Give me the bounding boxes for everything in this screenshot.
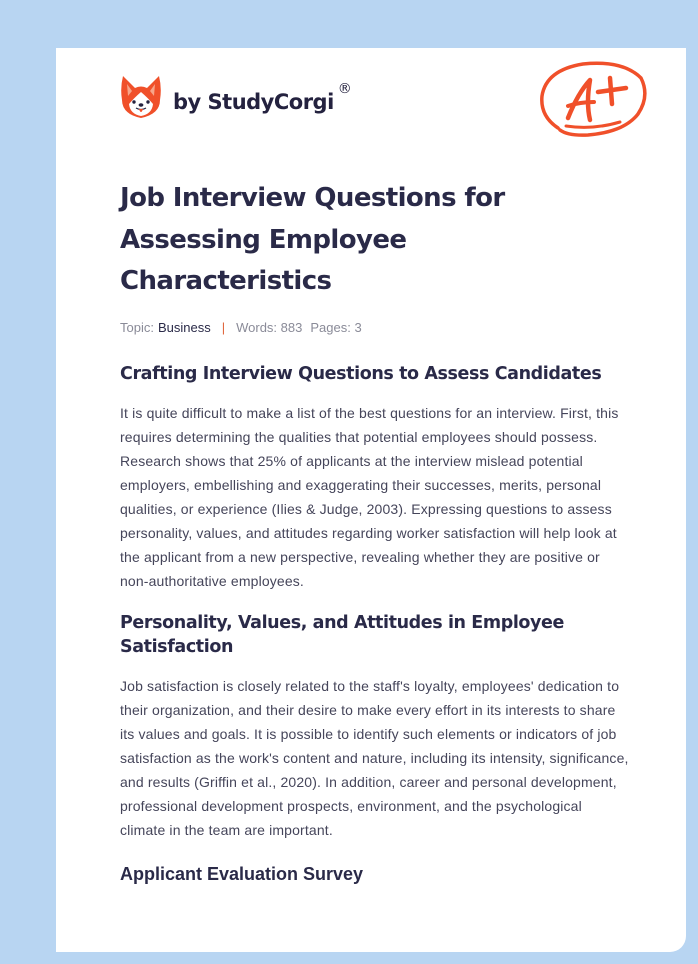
meta-separator: |	[221, 319, 226, 335]
section-paragraph: Job satisfaction is closely related to the staff's loyalty, employees' dedication to their organization, and their desire to make every effort in its interests to share its values and goals. It is possible to identify such elements or indicators of job satisfaction as the work's content and nature, including its intensity, significance, and results (Griffin et al., 2020). In addition, career and personal development, professional development prospects, environment, and the psychological climate in the team are important.	[120, 677, 629, 838]
title-line: Job Interview Questions for	[120, 183, 505, 213]
section-heading: Personality, Values, and Attitudes in Employee Satisfaction	[120, 612, 564, 657]
word-count: Words: 883	[236, 319, 303, 335]
studycorgi-logo[interactable]	[120, 74, 352, 120]
corgi-logo-icon	[120, 74, 162, 120]
a-plus-grade-icon	[538, 58, 648, 140]
registered-mark: ®	[337, 81, 352, 97]
title-line: Characteristics	[120, 266, 332, 296]
logo-text: by StudyCorgi	[173, 90, 334, 114]
topic-label: Topic:	[120, 319, 154, 335]
section-heading: Applicant Evaluation Survey	[120, 863, 364, 884]
section-heading: Crafting Interview Questions to Assess Candidates	[120, 363, 602, 384]
article	[120, 178, 630, 886]
section-paragraph: It is quite difficult to make a list of the best questions for an interview. First, this requires determining the qualities that potential employees should possess. Research shows that 25% of applicants at the interview mislead potential employers, embellishing and exaggerating their successes, merits, personal qualities, or experience (Ilies & Judge, 2003). Expressing questions to assess personality, values, and attitudes regarding worker satisfaction will help look at the applicant from a new perspective, revealing whether they are positive or non-authoritative employees.	[120, 404, 619, 589]
document-card	[56, 48, 686, 952]
page-title	[120, 178, 630, 303]
page-count: Pages: 3	[310, 319, 362, 335]
header	[56, 48, 686, 158]
document-meta	[120, 320, 630, 335]
topic-link[interactable]: Business	[157, 319, 211, 335]
title-line: Assessing Employee	[120, 224, 407, 255]
